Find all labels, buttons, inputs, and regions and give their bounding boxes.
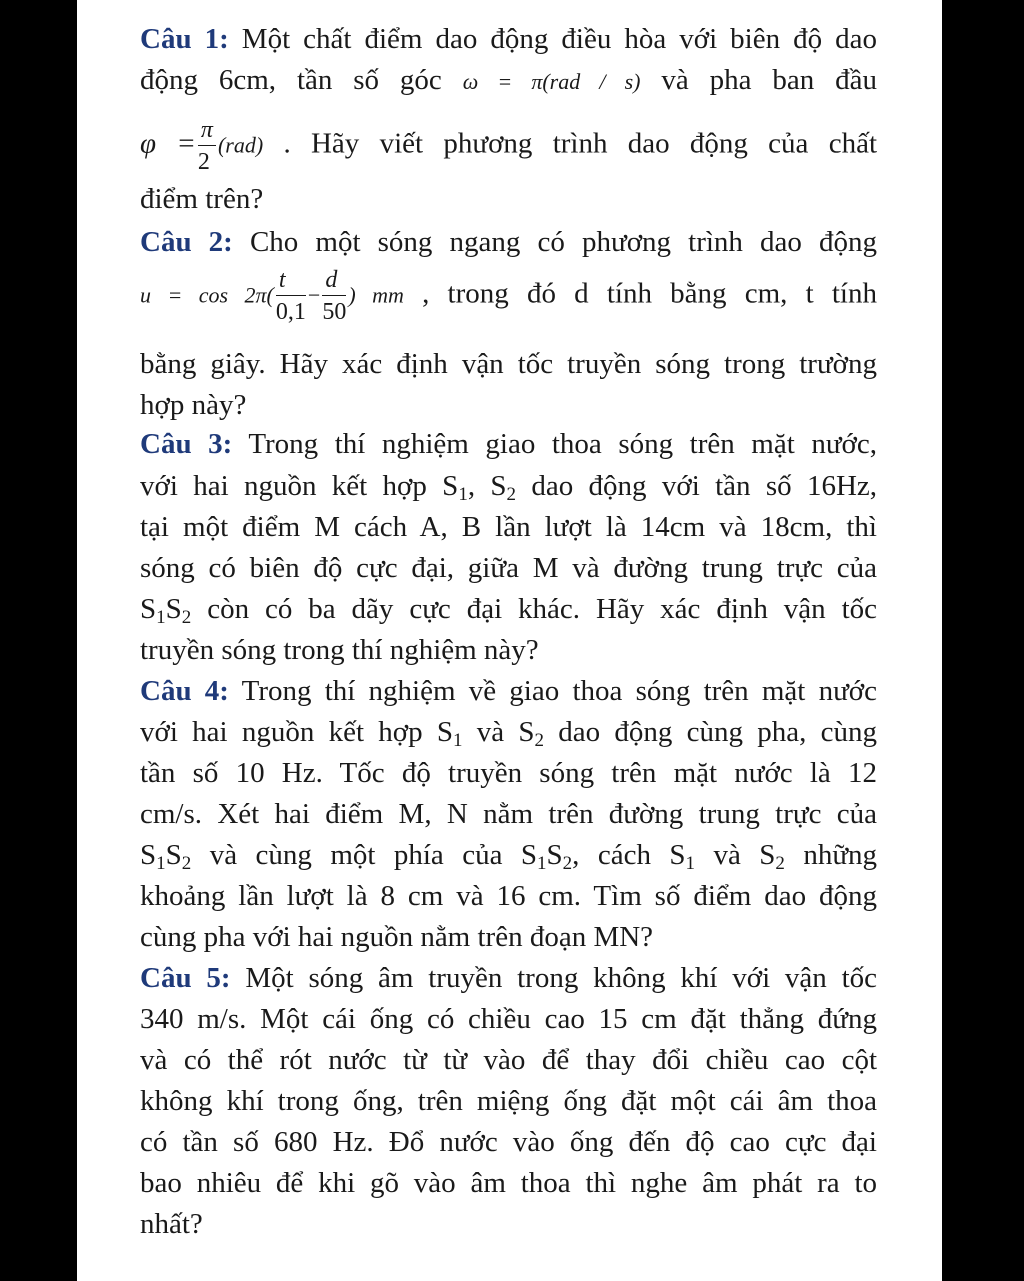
- q4-line-3: tần số 10 Hz. Tốc độ truyền sóng trên mặt nước là 12: [140, 757, 877, 789]
- q4-line-5: $S_1S_2$ và cùng một phía của $S_1S_2$, cách $S_1$ và $S_2$ những: [140, 839, 878, 874]
- omega-formula: ω = π(rad / s): [462, 69, 641, 94]
- q5-line-3: và có thể rót nước từ từ vào để thay đổi chiều cao cột: [140, 1044, 877, 1076]
- wave-equation-lhs: u = cos 2π(: [140, 282, 274, 308]
- q5-line-2: 340 m/s. Một cái ống có chiều cao 15 cm đặt thẳng đứng: [140, 1003, 877, 1035]
- q5-line-7: nhất?: [140, 1208, 203, 1240]
- q5-line-5: có tần số 680 Hz. Đổ nước vào ống đến độ cao cực đại: [140, 1126, 877, 1158]
- q4-line-1: Câu 4: Trong thí nghiệm về giao thoa sóng trên mặt nước: [140, 675, 877, 707]
- q3-line-3: tại một điểm M cách A, B lần lượt là 14cm và 18cm, thì: [140, 511, 877, 543]
- q2-line-4: hợp này?: [140, 389, 247, 421]
- q3-line-2: với hai nguồn kết hợp $S_1$, $S_2$ dao động với tần số 16Hz,: [140, 470, 878, 505]
- fraction-d: $\frac{d}{50}$: [322, 267, 347, 325]
- q1-line-2: động 6cm, tần số góc ω = π(rad / s) và pha ban đầu: [140, 64, 878, 96]
- q1-line-3: φ = $\frac{\pi}{2}$ (rad) . Hãy viết phương trình dao động của chất: [140, 117, 878, 175]
- q3-line-4: sóng có biên độ cực đại, giữa M và đường trung trực của: [140, 552, 877, 584]
- q4-line-4: cm/s. Xét hai điểm M, N nằm trên đường trung trực của: [140, 798, 877, 830]
- q5-line-1: Câu 5: Một sóng âm truyền trong không khí với vận tốc: [140, 962, 878, 994]
- q4-line-6: khoảng lần lượt là 8 cm và 16 cm. Tìm số điểm dao động: [140, 880, 877, 912]
- phi-lhs: φ =: [140, 127, 196, 160]
- q4-label: Câu 4:: [140, 675, 229, 707]
- q5-line-6: bao nhiêu để khi gõ vào âm thoa thì nghe âm phát ra to: [140, 1167, 877, 1199]
- document-page: [77, 0, 942, 1281]
- q2-label: Câu 2:: [140, 226, 233, 258]
- q2-line-3: bằng giây. Hãy xác định vận tốc truyền sóng trong trường: [140, 348, 877, 380]
- q2-line-2: u = cos 2π( $\frac{t}{0,1}$ − $\frac{d}{50}$ ) mm , trong đó d tính bằng cm, t tính: [140, 267, 877, 325]
- q3-line-6: truyền sóng trong thí nghiệm này?: [140, 634, 539, 666]
- q2-line-1: Câu 2: Cho một sóng ngang có phương trình dao động: [140, 226, 877, 258]
- phi-fraction: $\frac{\pi}{2}$: [198, 118, 216, 174]
- q3-line-5: $S_1S_2$ còn có ba dãy cực đại khác. Hãy xác định vận tốc: [140, 593, 877, 628]
- q5-label: Câu 5:: [140, 962, 231, 994]
- q4-line-7: cùng pha với hai nguồn nằm trên đoạn MN?: [140, 921, 654, 953]
- q3-label: Câu 3:: [140, 428, 233, 460]
- q1-line-4: điểm trên?: [140, 183, 264, 215]
- q3-line-1: Câu 3: Trong thí nghiệm giao thoa sóng trên mặt nước,: [140, 428, 878, 460]
- fraction-t: $\frac{t}{0,1}$: [275, 267, 306, 325]
- q4-line-2: với hai nguồn kết hợp $S_1$ và $S_2$ dao động cùng pha, cùng: [140, 716, 878, 751]
- q5-line-4: không khí trong ống, trên miệng ống đặt một cái âm thoa: [140, 1085, 877, 1117]
- q1-line-1: Câu 1: Một chất điểm dao động điều hòa với biên độ dao: [140, 23, 878, 55]
- q1-label: Câu 1:: [140, 23, 229, 55]
